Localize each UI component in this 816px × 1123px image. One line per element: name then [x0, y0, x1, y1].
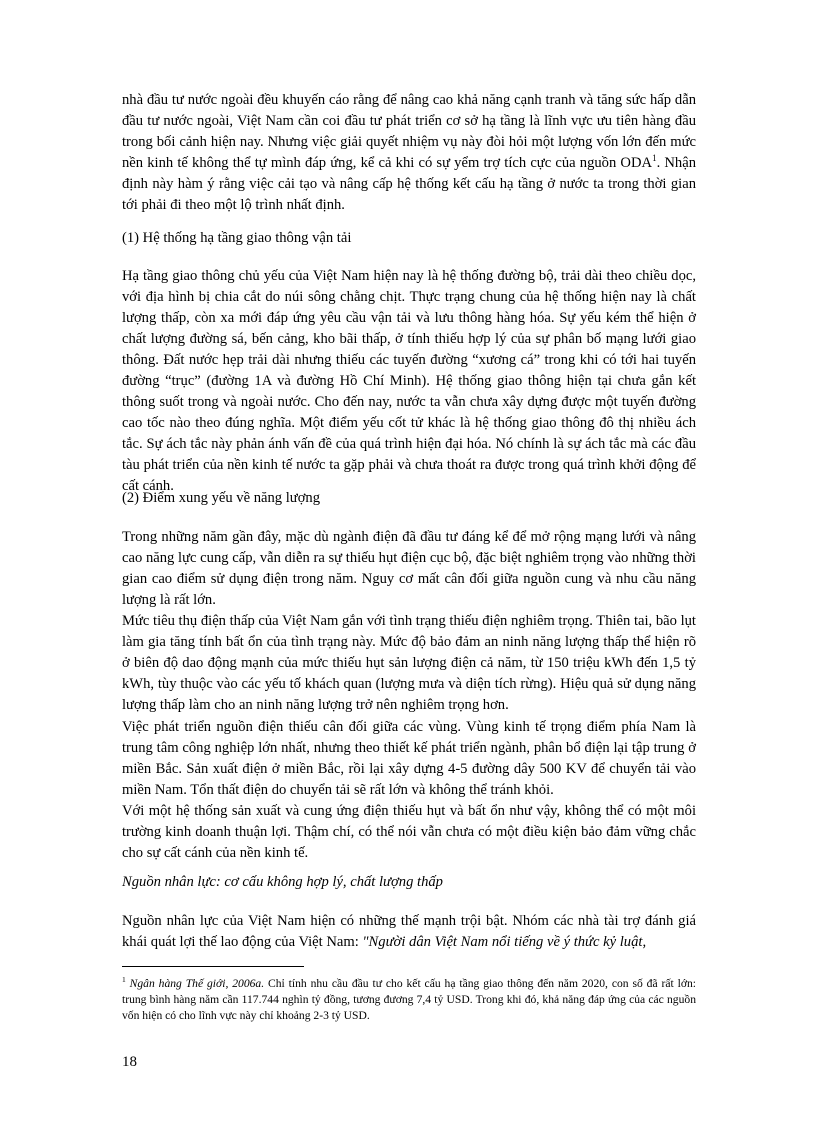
paragraph-text: Việc phát triển nguồn điện thiếu cân đối giữa các vùng. Vùng kinh tế trọng điểm phía Nam là trung tâm công nghiệp lớn nhất, nhưng theo thiết kế phát triển ngành, phân bổ điện lại tập trung ở miền Bắc. Sản xuất điện ở miền Bắc, rồi lại xây dựng 4-5 đường dây 500 KV để chuyển tải vào miền Nam. Tổn thất điện do chuyển tải sẽ rất lớn và không thể tránh khỏi.: [122, 719, 696, 798]
section-heading-energy: (2) Điểm xung yếu về năng lượng: [122, 490, 321, 506]
paragraph-text: nhà đầu tư nước ngoài đều khuyến cáo rằng để nâng cao khả năng cạnh tranh và tăng sức hấp dẫn đầu tư nước ngoài, Việt Nam cần coi đầu tư phát triển cơ sở hạ tầng là lĩnh vực ưu tiên hàng đầu trong bối cảnh hiện nay. Nhưng việc giải quyết nhiệm vụ này đòi hỏi một lượng vốn lớn đến mức nền kinh tế không thể tự mình đáp ứng, kể cả khi có sự yểm trợ tích cực của nguồn ODA: [122, 92, 696, 171]
paragraph-text: Với một hệ thống sản xuất và cung ứng điện thiếu hụt và bất ổn như vậy, không thể có một môi trường kinh doanh thuận lợi. Thậm chí, có thể nói vẫn chưa có một điều kiện bảo đảm vững chắc cho sự cất cánh của nền kinh tế.: [122, 803, 696, 861]
quote-text: "Người dân Việt Nam nổi tiếng về ý thức kỷ luật,: [362, 934, 647, 950]
footnote-reference[interactable]: 1: [652, 153, 657, 164]
footnote-text: Chỉ tính nhu cầu đầu tư cho kết cấu hạ tầng giao thông đến năm 2020, con số đã rất lớn: trung bình hàng năm cần 117.744 nghìn tỷ đồng, tương đương 7,4 tỷ USD. Trong khi đó, khả năng đáp ứng của các nguồn vốn hiện có cho lĩnh vực này chỉ khoảng 2-3 tỷ USD.: [122, 977, 696, 1022]
paragraph-infrastructure-investment: [122, 90, 696, 216]
footnote: [122, 976, 696, 1024]
paragraph-energy-regional: [122, 717, 696, 864]
footnote-divider: [122, 966, 304, 967]
paragraph-text: . Nhận định này hàm ý rằng việc cải tạo và nâng cấp hệ thống kết cấu hạ tầng ở nước ta trong thời gian tới phải đi theo một lộ trình nhất định.: [122, 155, 696, 213]
paragraph-text: Nguồn nhân lực của Việt Nam hiện có những thế mạnh trội bật. Nhóm các nhà tài trợ đánh giá khái quát lợi thế lao động của Việt Nam:: [122, 913, 696, 950]
page-number: 18: [122, 1054, 137, 1070]
section-heading-transport: (1) Hệ thống hạ tầng giao thông vận tải: [122, 230, 352, 246]
paragraph-human-resources: [122, 911, 696, 953]
footnote-marker: 1: [122, 975, 126, 985]
paragraph-energy-shortage: Trong những năm gần đây, mặc dù ngành điện đã đầu tư đáng kể để mở rộng mạng lưới và nâng cao năng lực cung cấp, vẫn diễn ra sự thiếu hụt điện cục bộ, đặc biệt nghiêm trọng vào những thời gian cao điểm sử dụng điện trong năm. Nguy cơ mất cân đối giữa nguồn cung và nhu cầu năng lượng là rất lớn.: [122, 529, 696, 608]
section-heading-human-resources: Nguồn nhân lực: cơ cấu không hợp lý, chất lượng thấp: [122, 874, 443, 890]
footnote-source: Ngân hàng Thế giới, 2006a.: [129, 977, 265, 990]
paragraph-energy-consumption: Mức tiêu thụ điện thấp của Việt Nam gắn với tình trạng thiếu điện nghiêm trọng. Thiên tai, bão lụt làm gia tăng tính bất ổn của tình trạng này. Mức độ bảo đảm an ninh năng lượng thấp thể hiện rõ ở biên độ dao động mạnh của mức thiếu hụt sản lượng điện cả năm, từ 150 triệu kWh đến 1,5 tỷ kWh, tùy thuộc vào các yếu tố khách quan (lượng mưa và diện tích rừng). Hiệu quả sử dụng năng lượng thấp làm cho an ninh năng lượng trở nên nghiêm trọng hơn.: [122, 613, 696, 713]
paragraph-transport: Hạ tầng giao thông chủ yếu của Việt Nam hiện nay là hệ thống đường bộ, trải dài theo chiều dọc, với địa hình bị chia cắt do núi sông chằng chịt. Thực trạng chung của hệ thống hiện nay là chất lượng thấp, còn xa mới đáp ứng yêu cầu vận tải và lưu thông hàng hóa. Sự yếu kém thể hiện ở chất lượng đường sá, bến cảng, kho bãi thấp, ở tính thiếu hợp lý của sự phân bố mạng lưới giao thông. Đất nước hẹp trải dài nhưng thiếu các tuyến đường “xương cá” trong khi có tới hai tuyến đường “trục” (đường 1A và đường Hồ Chí Minh). Hệ thống giao thông hiện tại chưa gắn kết thông suốt trong và ngoài nước. Cho đến nay, nước ta vẫn chưa xây dựng được một tuyến đường cao tốc nào theo đúng nghĩa. Một điểm yếu cốt tử khác là hệ thống giao thông đô thị nhiều ách tắc. Sự ách tắc này phản ánh vấn đề của quá trình hiện đại hóa. Nó chính là sự ách tắc mà các đầu tàu phát triển của nền kinh tế nước ta gặp phải và chưa thoát ra được trong quá trình khởi động để cất cánh.: [122, 268, 696, 494]
